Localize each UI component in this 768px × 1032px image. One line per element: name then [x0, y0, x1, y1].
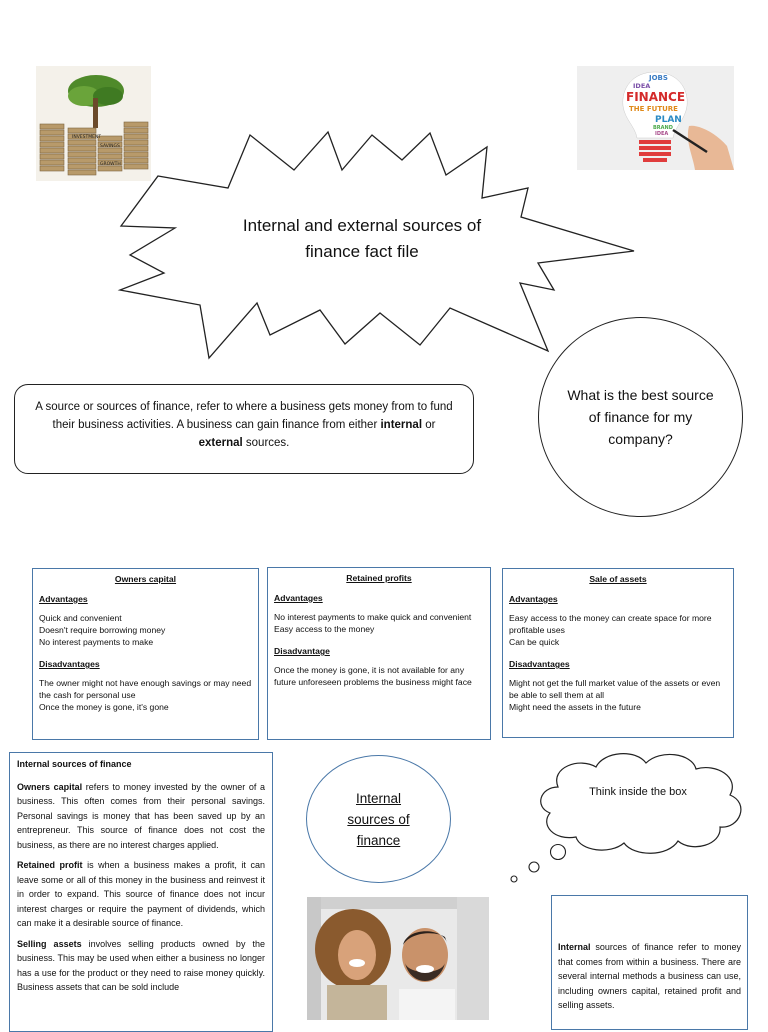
thought-cloud [500, 745, 750, 890]
card-retained-profits [267, 567, 491, 740]
list-item: Doesn't require borrowing money [39, 625, 166, 635]
thought-text: Think inside the box [589, 786, 687, 798]
internal-keyword: internal [380, 419, 423, 431]
disadvantage-label: Disadvantage [274, 646, 330, 656]
bulb-word: IDEA [633, 82, 651, 90]
list-item: No interest payments to make quick and convenient [274, 612, 472, 622]
bulb-word: PLAN [655, 115, 682, 125]
list-item: Once the money is gone, it's gone [39, 702, 169, 712]
bulb-word: JOBS [649, 74, 668, 82]
list-item: The owner might not have enough savings or may need the cash for personal use [39, 678, 252, 700]
card-title: Sale of assets [589, 574, 647, 584]
intro-box [14, 384, 474, 474]
list-item: Once the money is gone, it is not available for any future unforeseen problems the business might face [274, 665, 472, 687]
card-owners-capital [32, 568, 259, 740]
definition: is when a business makes a profit, it can leave some or all of this money in the business and reinvest it in order to expand. This source of finance does not incur interest charges or require the payment of dividends, which can make it a desirable source of finance. [17, 860, 265, 928]
page-title: Internal and external sources of finance fact file [242, 216, 482, 261]
advantages-label: Advantages [509, 594, 558, 604]
definition: sources of finance refer to money that comes from within a business. There are several internal methods a business can use, including owners capital, retained profit and selling assets. [558, 942, 741, 1010]
list-item: Quick and convenient [39, 613, 122, 623]
bulb-word: BRAND [653, 125, 673, 131]
card-title: Owners capital [114, 574, 177, 584]
card-title: Retained profits [346, 573, 412, 583]
bulb-word: FINANCE [626, 90, 686, 104]
definition: involves selling products owned by the business. This may be used when either a business no longer has a use for the product or they need to raise money quickly. Business assets that can be sold include [17, 938, 266, 992]
coin-label: INVESTMENT [72, 135, 102, 140]
owners-capital-paragraph [17, 780, 265, 853]
term: Internal [558, 942, 591, 952]
external-keyword: external [198, 437, 243, 449]
term: Retained profit [17, 860, 83, 870]
intro-text-end: sources. [242, 437, 290, 449]
list-item: No interest payments to make [39, 637, 154, 647]
internal-sources-fact-box [9, 752, 273, 1032]
question-circle [538, 317, 743, 517]
list-item: Easy access to the money can create space for more profitable uses [509, 613, 712, 635]
fact-heading: Internal sources of finance [17, 759, 132, 769]
coin-label: SAVINGS [100, 144, 120, 149]
card-sale-of-assets [502, 568, 734, 738]
disadvantages-label: Disadvantages [39, 659, 100, 669]
internal-definition-box [551, 895, 748, 1030]
people-photo [307, 897, 489, 1020]
intro-or: or [422, 419, 436, 431]
circle-label: Internal sources of finance [347, 790, 410, 848]
coin-label: GROWTH [100, 162, 121, 167]
intro-text: A source or sources of finance, refer to where a business gets money from to fund their business activities. A business can gain finance from either [35, 401, 453, 431]
question-text: What is the best source of finance for my company? [567, 387, 714, 447]
list-item: Can be quick [509, 637, 560, 647]
list-item: Easy access to the money [274, 624, 375, 634]
bulb-word: THE FUTURE [629, 105, 678, 113]
term: Selling assets [17, 938, 82, 949]
advantages-label: Advantages [274, 593, 323, 603]
retained-profit-paragraph [17, 858, 265, 931]
list-item: Might need the assets in the future [509, 702, 641, 712]
definition: refers to money invested by the owner of a business. This often comes from their personal savings. Personal savings is money that has been saved up by an entrepreneur. This source of finance does not cost the business, as there are no interest charges applied. [17, 781, 266, 850]
selling-assets-paragraph [17, 937, 265, 995]
internal-sources-circle [306, 755, 451, 883]
disadvantages-label: Disadvantages [509, 659, 570, 669]
term: Owners capital [17, 781, 83, 792]
list-item: Might not get the full market value of the assets or even be able to sell them at all [509, 678, 721, 700]
bulb-word: IDEA [655, 131, 669, 137]
advantages-label: Advantages [39, 594, 88, 604]
